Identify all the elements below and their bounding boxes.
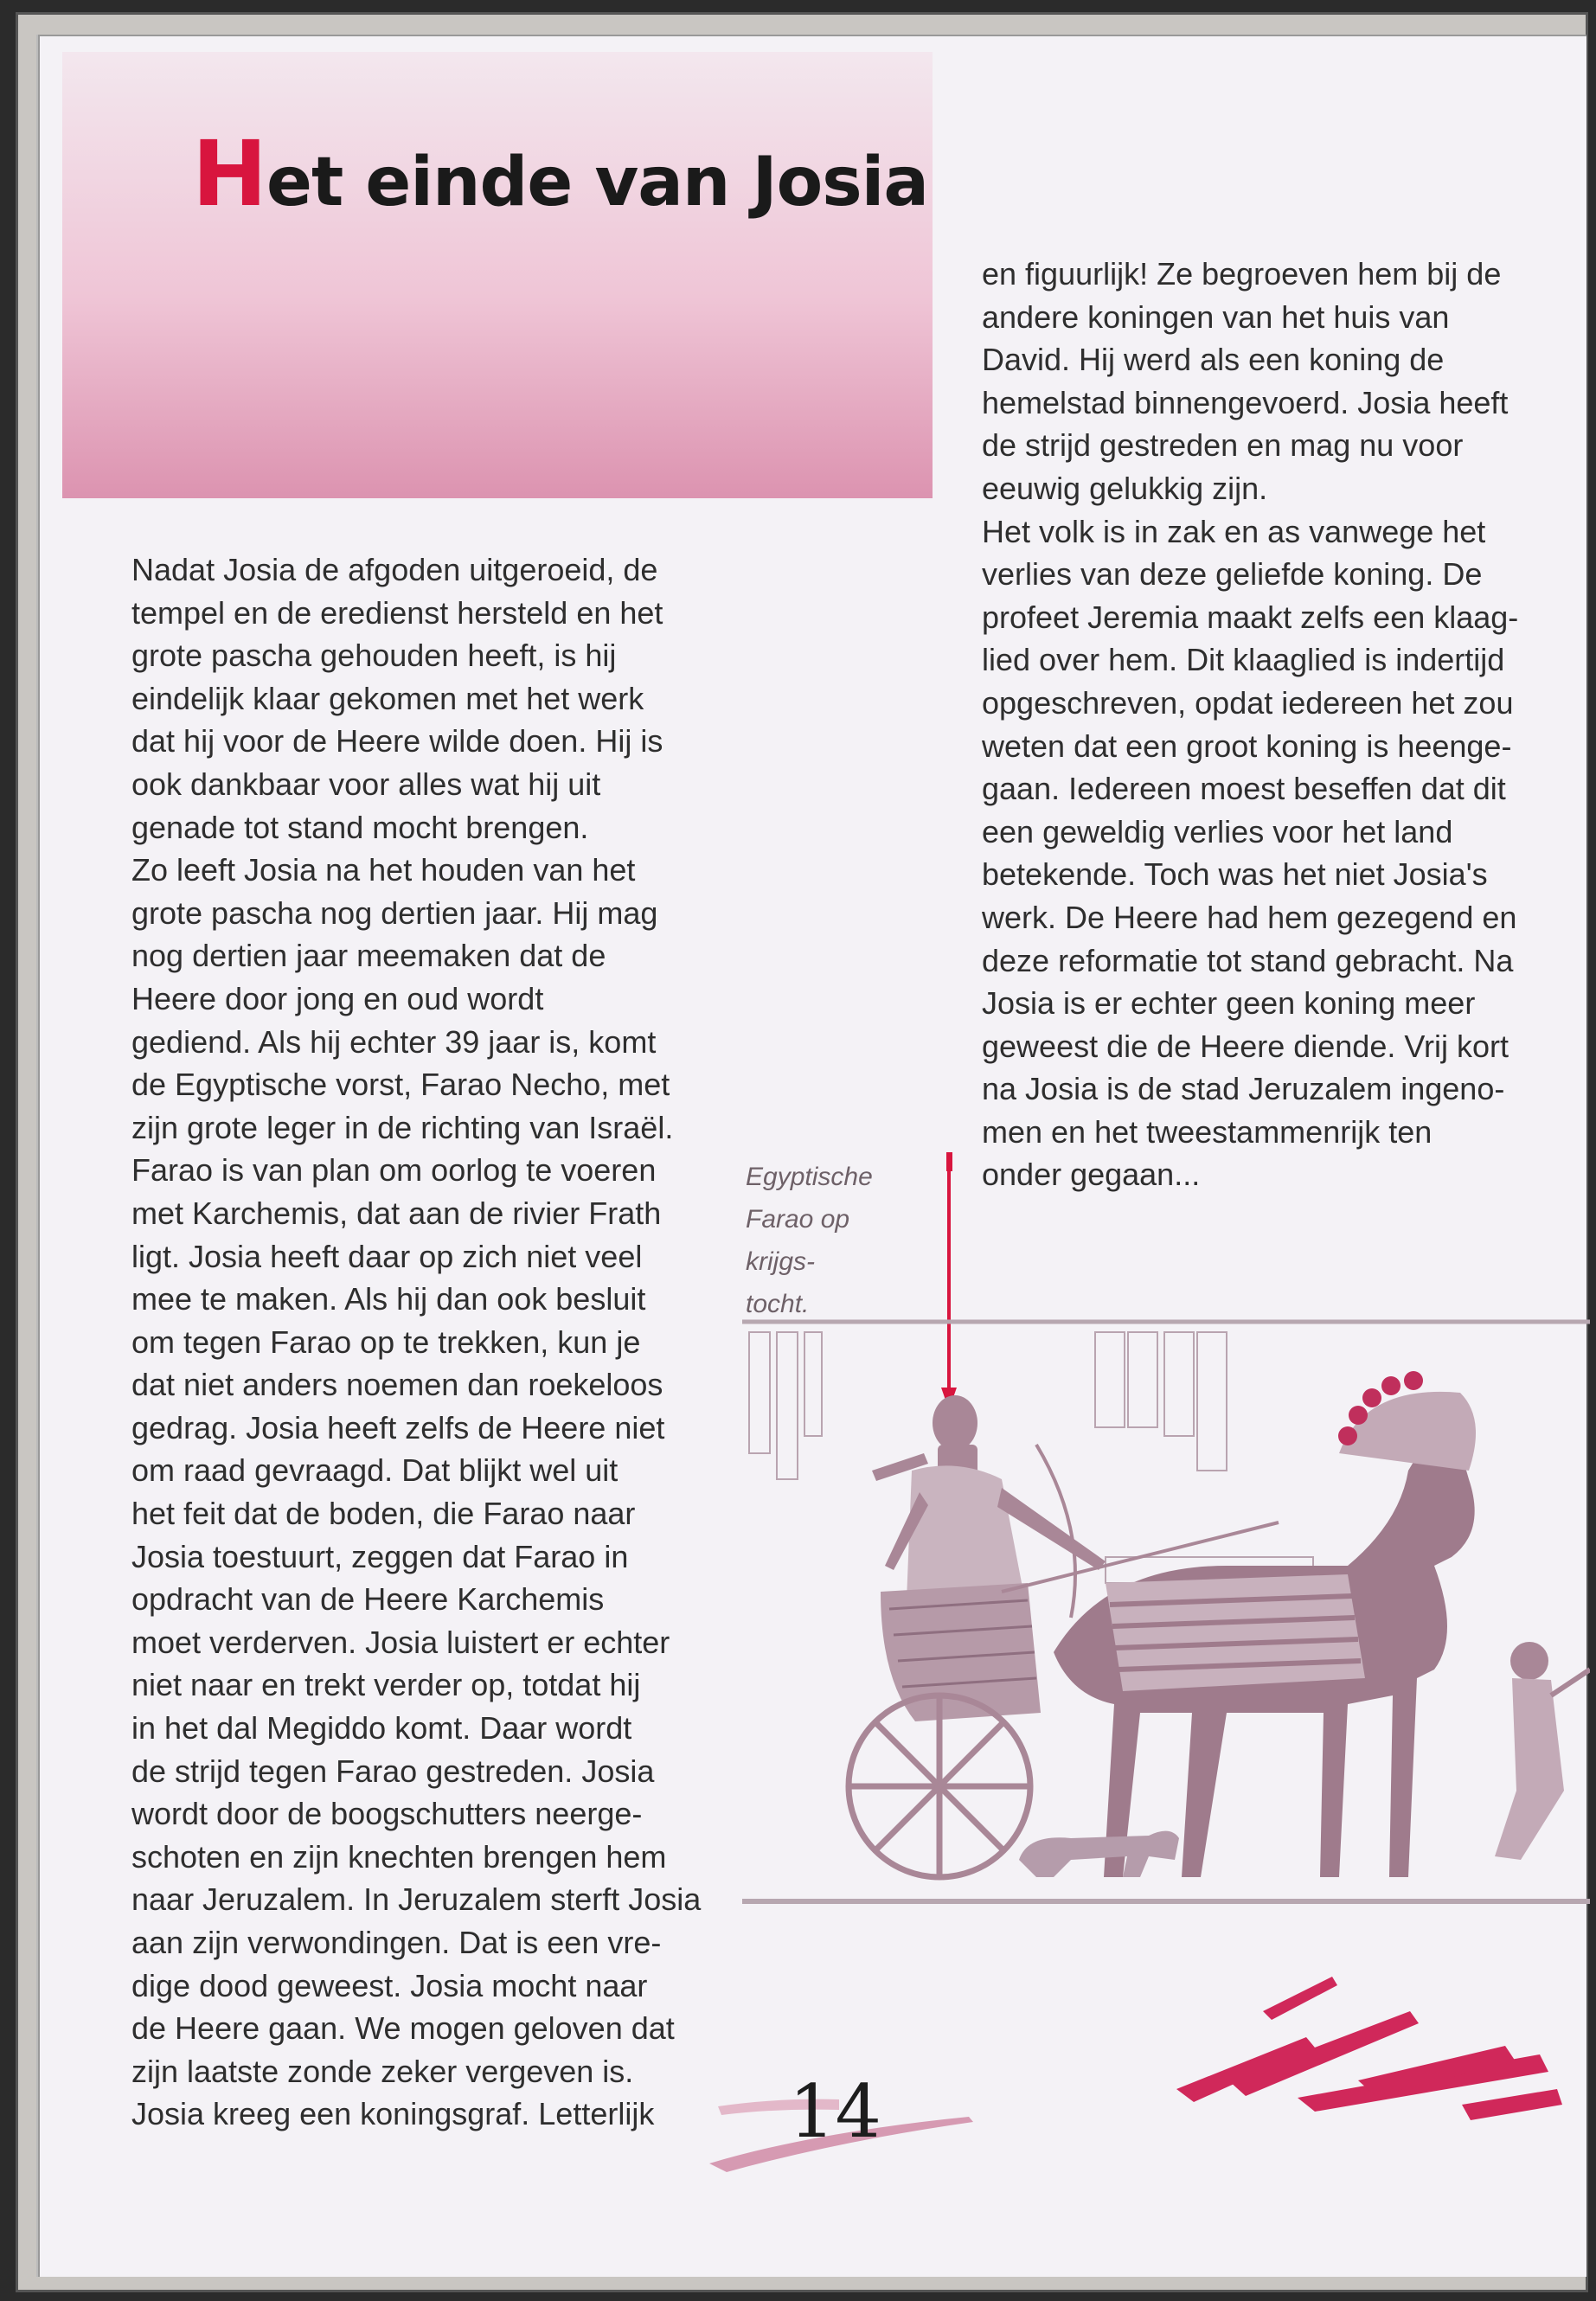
page-title [192, 121, 928, 227]
text-line: schoten en zijn knechten brengen hem [131, 1838, 667, 1875]
text-line: tempel en de eredienst hersteld en het [131, 594, 663, 631]
text-line: na Josia is de stad Jeruzalem ingeno- [982, 1071, 1505, 1107]
text-line: een geweldig verlies voor het land [982, 813, 1453, 849]
decorative-scribble-icon [1176, 1951, 1574, 2124]
text-line: ook dankbaar voor alles wat hij uit [131, 766, 601, 802]
text-line: zijn grote leger in de richting van Israël. [131, 1109, 674, 1145]
text-line: Josia is er echter geen koning meer [982, 985, 1476, 1022]
text-line: zijn laatste zonde zeker vergeven is. [131, 2053, 634, 2089]
caption-line: Egyptische [746, 1163, 873, 1191]
text-line: het feit dat de boden, die Farao naar [131, 1496, 636, 1532]
text-line: en figuurlijk! Ze begroeven hem bij de [982, 256, 1502, 292]
text-line: onder gegaan... [982, 1157, 1201, 1193]
text-line: naar Jeruzalem. In Jeruzalem sterft Josia [131, 1881, 702, 1918]
text-line: om tegen Farao op te trekken, kun je [131, 1324, 641, 1360]
text-line: deze reformatie tot stand gebracht. Na [982, 942, 1514, 978]
text-line: Zo leeft Josia na het houden van het [131, 852, 636, 888]
title-rest: et einde van Josia [266, 144, 929, 221]
text-line: de Egyptische vorst, Farao Necho, met [131, 1067, 670, 1103]
text-line: Farao is van plan om oorlog te voeren [131, 1152, 657, 1189]
text-line: Nadat Josia de afgoden uitgeroeid, de [131, 552, 658, 587]
text-line: opgeschreven, opdat iedereen het zou [982, 684, 1514, 721]
text-line: men en het tweestammenrijk ten [982, 1113, 1433, 1150]
text-line: werk. De Heere had hem gezegend en [982, 899, 1517, 935]
text-line: dige dood geweest. Josia mocht naar [131, 1967, 648, 2003]
left-text-column [131, 548, 702, 2136]
text-line: gedrag. Josia heeft zelfs de Heere niet [131, 1409, 665, 1445]
text-line: andere koningen van het huis van [982, 298, 1450, 335]
text-line: dat hij voor de Heere wilde doen. Hij is [131, 723, 663, 760]
text-line: opdracht van de Heere Karchemis [131, 1581, 605, 1618]
text-line: gaan. Iedereen moest beseffen dat dit [982, 771, 1506, 807]
text-line: niet naar en trekt verder op, totdat hij [131, 1667, 641, 1703]
text-line: betekende. Toch was het niet Josia's [982, 856, 1488, 893]
text-line: genade tot stand mocht brengen. [131, 809, 589, 845]
illustration-caption [746, 1156, 901, 1325]
text-line: mee te maken. Als hij dan ook besluit [131, 1281, 646, 1317]
text-line: eindelijk klaar gekomen met het werk [131, 680, 644, 716]
text-line: met Karchemis, dat aan de rivier Frath [131, 1195, 662, 1231]
text-line: gediend. Als hij echter 39 jaar is, komt [131, 1023, 657, 1060]
text-line: Josia kreeg een koningsgraf. Letterlijk [131, 2096, 655, 2132]
text-line: geweest die de Heere diende. Vrij kort [982, 1028, 1509, 1064]
text-line: de strijd gestreden en mag nu voor [982, 427, 1464, 464]
text-line: Josia toestuurt, zeggen dat Farao in [131, 1538, 629, 1574]
page-number: 14 [789, 2069, 881, 2154]
title-initial: H [192, 121, 267, 227]
text-line: hemelstad binnengevoerd. Josia heeft [982, 384, 1509, 420]
title-banner [62, 52, 933, 498]
text-line: grote pascha nog dertien jaar. Hij mag [131, 894, 658, 931]
egyptian-relief-pharaoh-chariot-icon [742, 1306, 1590, 1922]
right-text-column [982, 253, 1553, 1196]
text-line: de strijd tegen Farao gestreden. Josia [131, 1753, 655, 1789]
text-line: Heere door jong en oud wordt [131, 980, 544, 1016]
text-line: eeuwig gelukkig zijn. [982, 470, 1268, 506]
text-line: wordt door de boogschutters neerge- [131, 1796, 643, 1832]
caption-line: tocht. [746, 1290, 810, 1318]
text-line: grote pascha gehouden heeft, is hij [131, 638, 617, 674]
text-line: David. Hij werd als een koning de [982, 342, 1445, 378]
text-line: nog dertien jaar meemaken dat de [131, 938, 606, 974]
text-line: Het volk is in zak en as vanwege het [982, 513, 1486, 549]
text-line: om raad gevraagd. Dat blijkt wel uit [131, 1452, 619, 1489]
caption-line: Farao op krijgs- [746, 1205, 850, 1276]
text-line: de Heere gaan. We mogen geloven dat [131, 2010, 675, 2047]
text-line: moet verderven. Josia luistert er echter [131, 1624, 670, 1660]
text-line: weten dat een groot koning is heenge- [982, 727, 1512, 764]
text-line: ligt. Josia heeft daar op zich niet veel [131, 1238, 643, 1274]
text-line: lied over hem. Dit klaaglied is indertijd [982, 642, 1505, 678]
text-line: dat niet anders noemen dan roekeloos [131, 1367, 663, 1403]
text-line: in het dal Megiddo komt. Daar wordt [131, 1710, 632, 1747]
text-line: aan zijn verwondingen. Dat is een vre- [131, 1925, 662, 1960]
text-line: verlies van deze geliefde koning. De [982, 556, 1483, 593]
text-line: profeet Jeremia maakt zelfs een klaag- [982, 599, 1519, 635]
